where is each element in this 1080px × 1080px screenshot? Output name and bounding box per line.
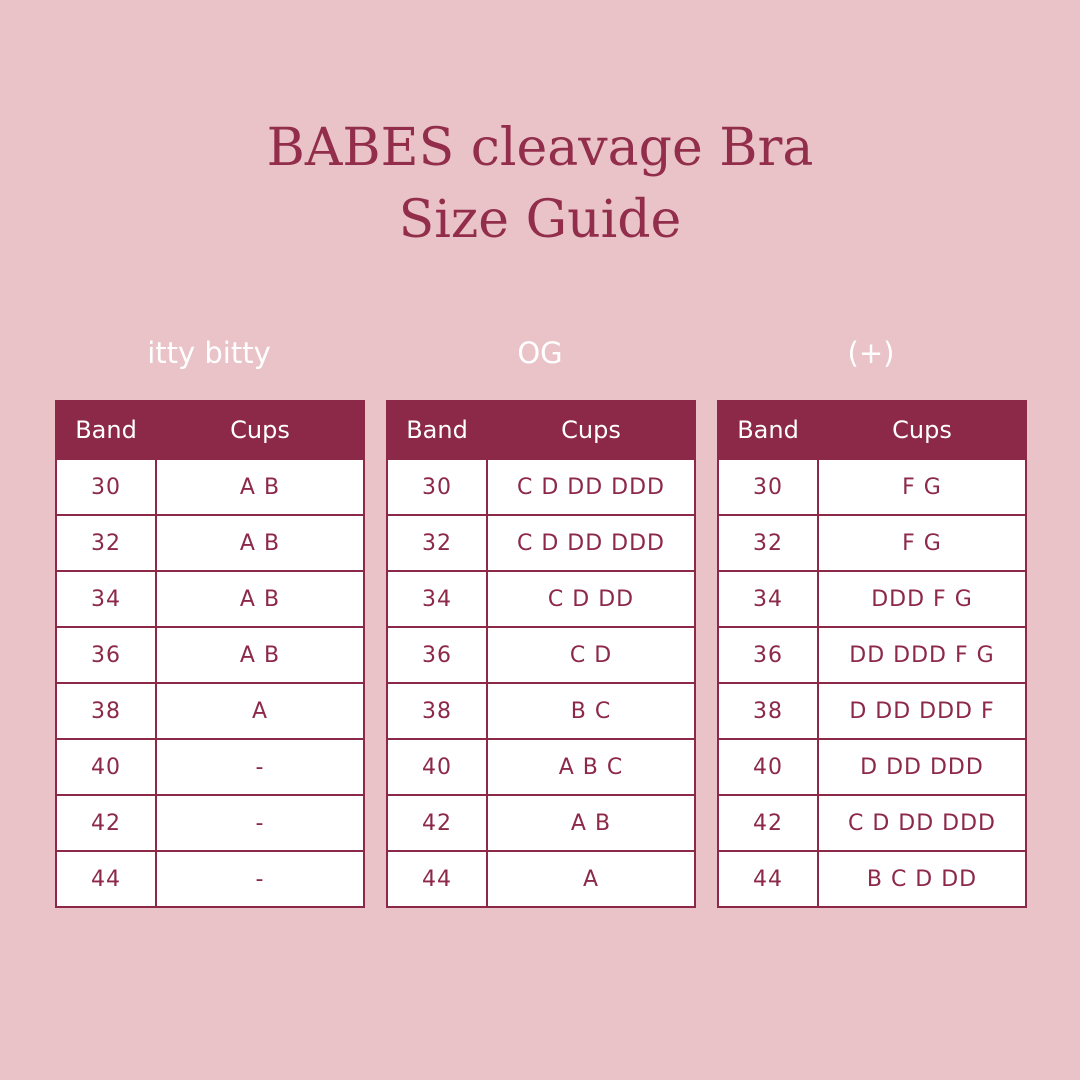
band-cell: 40 bbox=[718, 739, 818, 795]
table-row bbox=[387, 795, 695, 851]
table-row bbox=[718, 851, 1026, 907]
title-line-2: Size Guide bbox=[398, 190, 682, 250]
table-row bbox=[387, 683, 695, 739]
cups-cell: B C bbox=[487, 683, 695, 739]
table-row bbox=[56, 459, 364, 515]
band-cell: 38 bbox=[718, 683, 818, 739]
band-cell: 38 bbox=[387, 683, 487, 739]
size-table-og bbox=[386, 400, 696, 908]
cups-cell: DD DDD F G bbox=[818, 627, 1026, 683]
table-row bbox=[718, 739, 1026, 795]
table-row bbox=[387, 739, 695, 795]
band-cell: 44 bbox=[56, 851, 156, 907]
band-cell: 32 bbox=[387, 515, 487, 571]
table-header-row bbox=[718, 401, 1026, 459]
band-cell: 34 bbox=[56, 571, 156, 627]
table-row bbox=[718, 459, 1026, 515]
band-cell: 36 bbox=[718, 627, 818, 683]
band-cell: 44 bbox=[387, 851, 487, 907]
table-row bbox=[56, 627, 364, 683]
table-row bbox=[56, 571, 364, 627]
cups-cell: F G bbox=[818, 515, 1026, 571]
band-header: Band bbox=[56, 401, 156, 459]
cups-cell: B C D DD bbox=[818, 851, 1026, 907]
table-row bbox=[56, 795, 364, 851]
table-row bbox=[718, 683, 1026, 739]
cups-cell: C D DD DDD bbox=[818, 795, 1026, 851]
band-cell: 40 bbox=[56, 739, 156, 795]
band-cell: 30 bbox=[387, 459, 487, 515]
band-header: Band bbox=[718, 401, 818, 459]
band-cell: 44 bbox=[718, 851, 818, 907]
table-row bbox=[718, 627, 1026, 683]
cups-cell: - bbox=[156, 851, 364, 907]
cups-cell: A bbox=[487, 851, 695, 907]
cups-cell: DDD F G bbox=[818, 571, 1026, 627]
band-cell: 42 bbox=[56, 795, 156, 851]
table-row bbox=[387, 515, 695, 571]
cups-cell: A B bbox=[156, 459, 364, 515]
cups-cell: - bbox=[156, 739, 364, 795]
cups-cell: A B C bbox=[487, 739, 695, 795]
table-row bbox=[718, 571, 1026, 627]
band-cell: 32 bbox=[56, 515, 156, 571]
size-table-itty-bitty bbox=[55, 400, 365, 908]
cups-cell: D DD DDD bbox=[818, 739, 1026, 795]
band-cell: 34 bbox=[387, 571, 487, 627]
band-cell: 40 bbox=[387, 739, 487, 795]
band-cell: 38 bbox=[56, 683, 156, 739]
band-cell: 36 bbox=[56, 627, 156, 683]
cups-header: Cups bbox=[487, 401, 695, 459]
table-header-row bbox=[387, 401, 695, 459]
title-line-1: BABES cleavage Bra bbox=[266, 118, 814, 178]
group-label-og: OG bbox=[517, 336, 563, 370]
band-header: Band bbox=[387, 401, 487, 459]
cups-cell: C D DD DDD bbox=[487, 515, 695, 571]
table-row bbox=[56, 683, 364, 739]
cups-cell: - bbox=[156, 795, 364, 851]
cups-cell: C D DD bbox=[487, 571, 695, 627]
cups-cell: C D bbox=[487, 627, 695, 683]
cups-header: Cups bbox=[818, 401, 1026, 459]
cups-header: Cups bbox=[156, 401, 364, 459]
table-row bbox=[387, 851, 695, 907]
table-row bbox=[387, 459, 695, 515]
cups-cell: A B bbox=[156, 571, 364, 627]
band-cell: 34 bbox=[718, 571, 818, 627]
table-row bbox=[56, 851, 364, 907]
cups-cell: A B bbox=[156, 515, 364, 571]
table-row bbox=[718, 515, 1026, 571]
page-title bbox=[0, 112, 1080, 256]
table-row bbox=[56, 739, 364, 795]
table-row bbox=[387, 627, 695, 683]
table-row bbox=[56, 515, 364, 571]
band-cell: 36 bbox=[387, 627, 487, 683]
group-label-plus: (+) bbox=[847, 336, 895, 370]
size-table-plus bbox=[717, 400, 1027, 908]
cups-cell: D DD DDD F bbox=[818, 683, 1026, 739]
band-cell: 42 bbox=[718, 795, 818, 851]
cups-cell: F G bbox=[818, 459, 1026, 515]
band-cell: 30 bbox=[56, 459, 156, 515]
cups-cell: A B bbox=[156, 627, 364, 683]
table-header-row bbox=[56, 401, 364, 459]
table-row bbox=[387, 571, 695, 627]
group-label-itty-bitty: itty bitty bbox=[147, 336, 271, 370]
cups-cell: A B bbox=[487, 795, 695, 851]
cups-cell: A bbox=[156, 683, 364, 739]
cups-cell: C D DD DDD bbox=[487, 459, 695, 515]
band-cell: 32 bbox=[718, 515, 818, 571]
table-row bbox=[718, 795, 1026, 851]
band-cell: 42 bbox=[387, 795, 487, 851]
band-cell: 30 bbox=[718, 459, 818, 515]
